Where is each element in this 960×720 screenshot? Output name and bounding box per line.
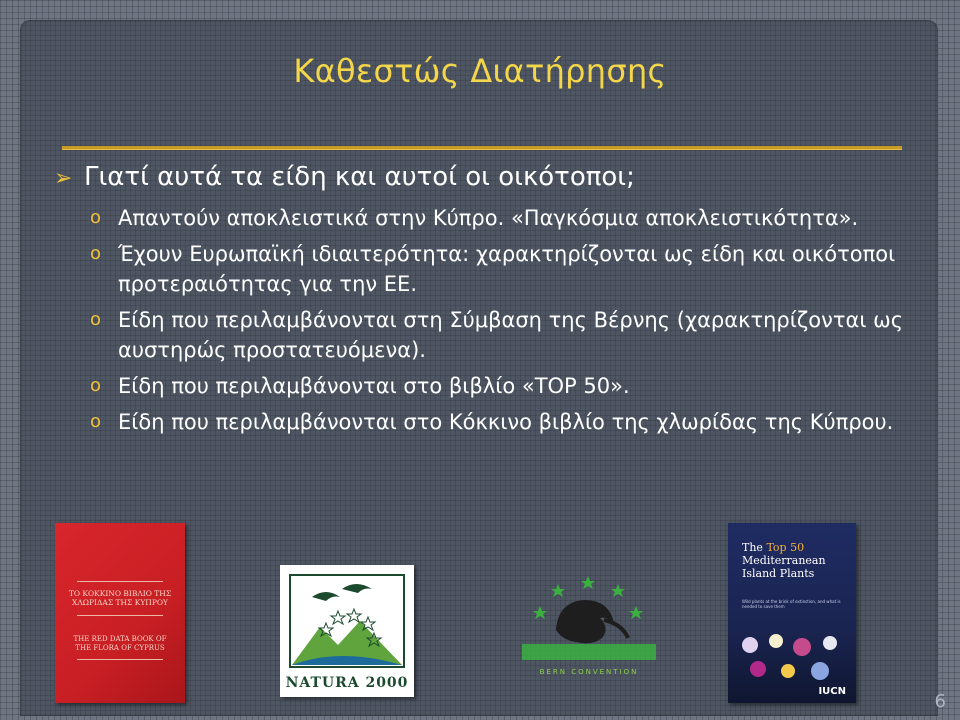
list-item — [90, 305, 950, 365]
page-number: 6 — [934, 691, 946, 712]
top50-title-rest: Mediterranean Island Plants — [742, 554, 826, 580]
red-book-title-greek: ΤΟ ΚΟΚΚΙΝΟ ΒΙΒΛΙΟ ΤΗΣ ΧΛΩΡΙΔΑΣ ΤΗΣ ΚΥΠΡΟΥ — [68, 589, 172, 607]
list-item-text: Έχουν Ευρωπαϊκή ιδιαιτερότητα: χαρακτηρίζονται ως είδη και οικότοποι προτεραιότητας για την ΕΕ. — [118, 242, 896, 296]
cover-divider — [77, 659, 163, 660]
top50-book-cover — [728, 523, 856, 703]
bern-convention-logo — [518, 572, 660, 682]
top50-book-title — [742, 541, 852, 580]
red-data-book-cover — [55, 523, 185, 703]
list-item — [90, 407, 950, 437]
red-book-title-english: THE RED DATA BOOK OF THE FLORA OF CYPRUS — [73, 635, 167, 652]
list-item — [90, 203, 950, 233]
arrow-bullet-icon: ➢ — [54, 166, 73, 191]
list-item-text: Είδη που περιλαμβάνονται στη Σύμβαση της Βέρνης (χαρακτηρίζονται ως αυστηρώς προστατευόμενα). — [118, 308, 904, 362]
bern-label: BERN CONVENTION — [539, 668, 639, 676]
circle-bullet-icon: o — [90, 411, 102, 432]
cover-divider — [77, 581, 163, 582]
top50-title-highlight: Top 50 — [766, 541, 805, 554]
natura-emblem-icon — [280, 565, 414, 675]
title-divider — [62, 146, 902, 149]
circle-bullet-icon: o — [90, 207, 102, 228]
list-item — [90, 371, 950, 401]
list-item-text: Είδη που περιλαμβάνονται στο Κόκκινο βιβλίο της χλωρίδας της Κύπρου. — [118, 410, 894, 434]
top50-subtitle: Wild plants at the brink of extinction, and what is needed to save them — [742, 599, 841, 609]
heading-text: Γιατί αυτά τα είδη και αυτοί οι οικότοποι; — [84, 162, 635, 192]
list-item-text: Απαντούν αποκλειστικά στην Κύπρο. «Παγκόσμια αποκλειστικότητα». — [118, 206, 859, 230]
natura-label: NATURA 2000 — [285, 675, 409, 691]
circle-bullet-icon: o — [90, 375, 102, 396]
flower-photos-icon — [736, 631, 848, 683]
bern-emblem-icon — [518, 572, 660, 668]
main-heading — [54, 162, 934, 192]
natura-2000-logo — [280, 565, 414, 697]
top50-title-the: The — [742, 541, 763, 554]
bullet-list — [90, 203, 950, 437]
iucn-logo: IUCN — [818, 686, 846, 697]
circle-bullet-icon: o — [90, 309, 102, 330]
cover-divider — [77, 615, 163, 616]
circle-bullet-icon: o — [90, 243, 102, 264]
slide-title: Καθεστώς Διατήρησης — [293, 52, 667, 90]
list-item — [90, 239, 950, 299]
list-item-text: Είδη που περιλαμβάνονται στο βιβλίο «TOP 50». — [118, 374, 630, 398]
